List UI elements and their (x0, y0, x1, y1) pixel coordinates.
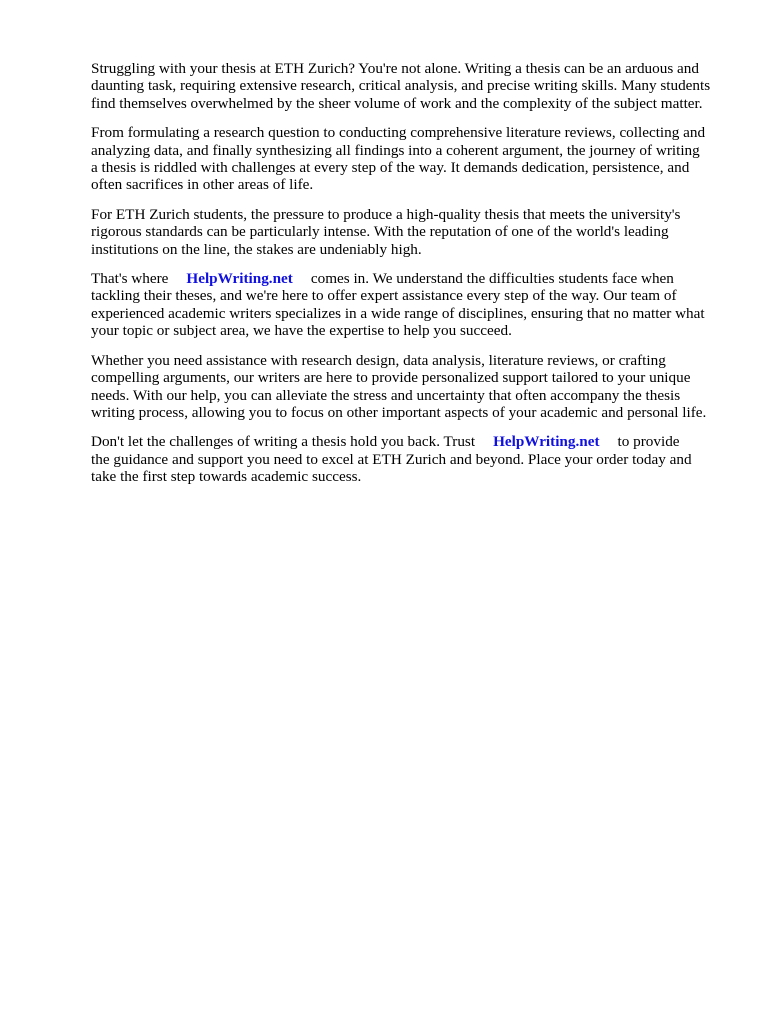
paragraph-support (91, 352, 731, 422)
text-line: writing process, allowing you to focus on other important aspects of your academic and personal life. (91, 403, 707, 421)
text-line: tackling their theses, and we're here to offer expert assistance every step of the way. Our team of (91, 287, 677, 305)
text-line: From formulating a research question to conducting comprehensive literature reviews, collecting and (91, 124, 706, 142)
text-line: Whether you need assistance with research design, data analysis, literature reviews, or crafting (91, 351, 666, 369)
text-line: take the first step towards academic success. (91, 468, 362, 486)
text-line: rigorous standards can be particularly intense. With the reputation of one of the world's leading (91, 223, 669, 241)
paragraph-service (91, 270, 731, 340)
paragraph-intro (91, 60, 731, 112)
text-line: a thesis is riddled with challenges at every step of the way. It demands dedication, persistence, and (91, 159, 690, 177)
text-line: your topic or subject area, we have the expertise to help you succeed. (91, 322, 512, 340)
text-fragment: to provide (617, 433, 680, 451)
helpwriting-link[interactable]: HelpWriting.net (186, 270, 293, 288)
text-line: institutions on the line, the stakes are undeniably high. (91, 240, 422, 258)
helpwriting-link[interactable]: HelpWriting.net (493, 433, 600, 451)
text-line: experienced academic writers specializes in a wide range of disciplines, ensuring that no matter what (91, 304, 705, 322)
text-line: needs. With our help, you can alleviate the stress and uncertainty that often accompany the thesis (91, 386, 681, 404)
text-line-with-link (91, 270, 731, 287)
text-line: analyzing data, and finally synthesizing all findings into a coherent argument, the journey of writing (91, 141, 700, 159)
text-fragment: comes in. We understand the difficulties students face when (310, 270, 674, 288)
text-line-with-link (91, 433, 731, 450)
text-line: For ETH Zurich students, the pressure to produce a high-quality thesis that meets the university's (91, 205, 681, 223)
text-line: compelling arguments, our writers are here to provide personalized support tailored to your unique (91, 369, 691, 387)
text-line: find themselves overwhelmed by the sheer volume of work and the complexity of the subject matter. (91, 94, 703, 112)
text-line: daunting task, requiring extensive research, critical analysis, and precise writing skills. Many students (91, 77, 711, 95)
text-line: often sacrifices in other areas of life. (91, 176, 314, 194)
paragraph-challenges (91, 124, 731, 194)
text-fragment: That's where (91, 270, 169, 288)
text-line: Struggling with your thesis at ETH Zurich? You're not alone. Writing a thesis can be an arduous and (91, 60, 699, 77)
paragraph-call-to-action (91, 433, 731, 485)
paragraph-pressure (91, 206, 731, 258)
text-line: the guidance and support you need to excel at ETH Zurich and beyond. Place your order today and (91, 450, 692, 468)
document-body (91, 60, 731, 498)
text-fragment: Don't let the challenges of writing a thesis hold you back. Trust (91, 433, 476, 451)
